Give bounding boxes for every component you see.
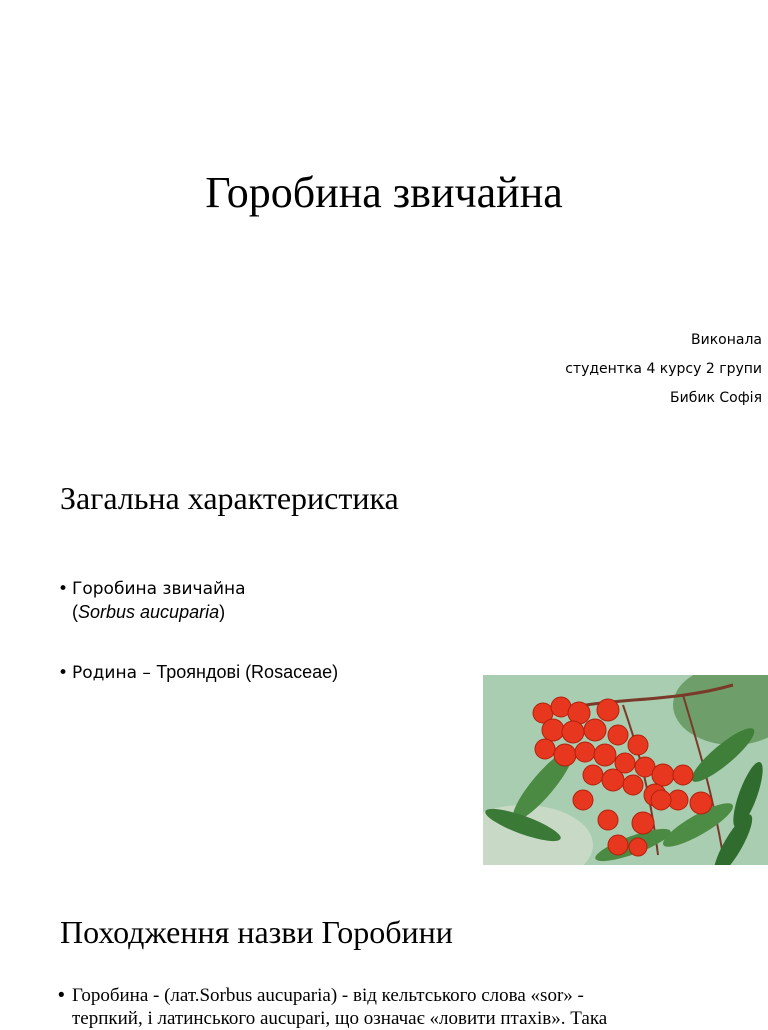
rowan-berries-photo (483, 675, 768, 865)
origin-text-line-1: Горобина - (лат.Sorbus aucuparia) - від кельтського слова «sor» - (72, 985, 584, 1006)
family-name: Трояндові (Rosaceae) (156, 662, 339, 682)
paren-open: ( (72, 602, 78, 622)
origin-paragraph (58, 984, 718, 1030)
paren-close: ) (219, 602, 226, 622)
section-title-general: Загальна характеристика (60, 480, 399, 516)
bullet-dot-icon: • (58, 579, 69, 599)
author-group: студентка 4 курсу 2 групи (565, 361, 762, 377)
author-name: Бибик Софія (670, 390, 762, 406)
latin-name: Sorbus aucuparia (78, 602, 220, 622)
origin-text-line-2: терпкий, і латинського aucupari, що означає «ловити птахів». Така (72, 1008, 608, 1029)
species-latin-line (58, 601, 246, 624)
species-name: Горобина звичайна (72, 579, 246, 599)
bullet-dot-icon: • (58, 985, 65, 1006)
author-info (565, 326, 762, 413)
bullet-dot-icon: • (58, 663, 69, 683)
section-title-origin: Походження назви Горобини (60, 914, 453, 950)
family-prefix: Родина – (72, 663, 157, 683)
bullet-species (58, 578, 246, 624)
author-label: Виконала (691, 332, 762, 348)
rowan-berries-icon (483, 675, 768, 865)
bullet-family (58, 661, 338, 685)
slide-title: Горобина звичайна (205, 168, 563, 217)
